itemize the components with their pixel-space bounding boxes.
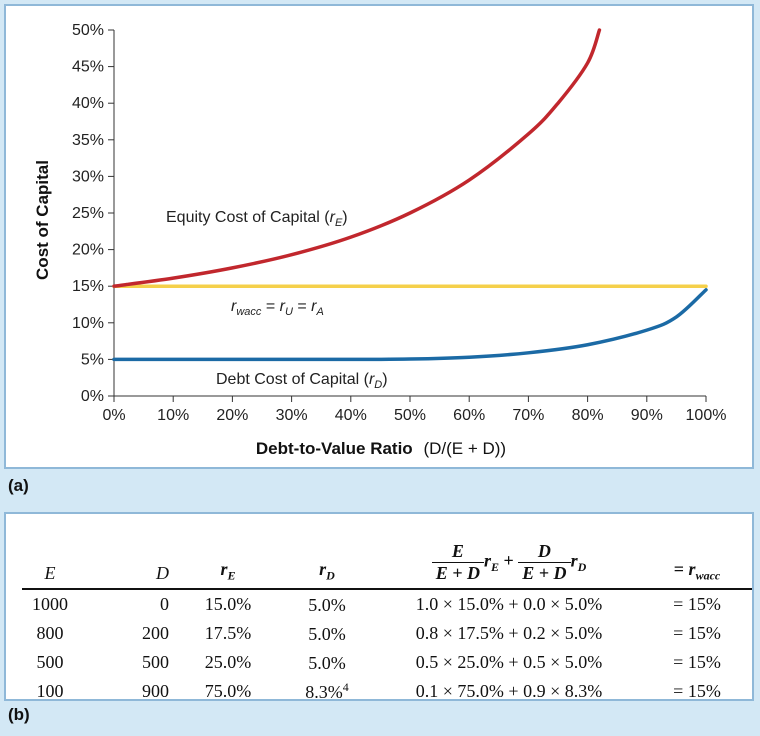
cell-re: 75.0% [204,681,252,701]
debt-annotation: Debt Cost of Capital $(r_D)$ [216,371,388,391]
cell-e: 500 [36,652,64,672]
header-wacc: = $r_{wacc}$ [673,559,721,583]
cell-d: 900 [142,681,169,701]
panel-label-a: (a) [8,476,29,495]
cell-re: 15.0% [204,594,252,614]
x-tick-label: 60% [453,407,486,424]
cell-wacc: = 15% [673,681,721,701]
header-rd: $r_D$ [319,559,335,583]
x-tick-label: 30% [275,407,308,424]
cell-calc: 0.8 × 17.5% + 0.2 × 5.0% [415,623,603,643]
x-tick-label: 20% [216,407,249,424]
debt-cost-line [114,290,706,360]
x-tick-label: 40% [334,407,367,424]
y-tick-label: 10% [71,314,104,332]
table-panel-b [4,512,754,701]
x-tick-label: 50% [393,407,427,424]
x-tick-label: 70% [512,407,545,424]
header-d: D [156,563,169,583]
y-tick-label: 15% [71,278,104,296]
wacc-annotation: $r_{wacc} = r_U = r_A$ [231,298,324,318]
cell-d: 200 [142,623,169,643]
cell-rd: 5.0% [308,653,346,673]
header-re: $r_E$ [220,559,236,583]
table-row [22,619,752,648]
cell-rd: 8.3%$^4$ [305,680,349,702]
equity-annotation: Equity Cost of Capital $(r_E)$ [166,209,348,229]
y-tick-label: 0% [80,388,104,405]
cell-e: 100 [36,681,64,701]
wacc-table [22,520,752,706]
cost-of-capital-chart [6,6,752,467]
y-tick-label: 40% [71,95,104,113]
y-tick-label: 5% [80,351,104,369]
cell-wacc: = 15% [673,652,721,672]
fraction-d: $\frac{D}{E + D}$ [518,541,570,584]
cell-e: 800 [36,623,64,643]
cell-wacc: = 15% [673,623,721,643]
fraction-e: $\frac{E}{E + D}$ [432,541,484,584]
x-tick-label: 80% [571,407,604,424]
series-lines [114,30,706,359]
x-tick-label: 90% [630,407,663,424]
table-header-row [22,520,752,589]
cell-rd: 5.0% [308,624,346,644]
cell-re: 17.5% [204,623,252,643]
equity-cost-line [114,30,599,286]
x-axis-label: Debt-to-Value Ratio (D/(E + D)) [255,439,507,458]
y-tick-label: 30% [71,168,104,186]
cell-d: 500 [142,652,169,672]
y-axis-label: Cost of Capital [33,160,52,280]
cell-rd: 5.0% [308,595,346,615]
y-tick-label: 25% [71,205,104,222]
y-tick-label: 35% [71,131,104,149]
table-row [22,589,752,619]
y-tick-label: 50% [71,22,104,39]
y-tick-label: 45% [71,58,104,76]
header-e: E [44,563,56,583]
panel-label-b: (b) [8,705,30,724]
x-tick-label: 0% [102,407,126,424]
cell-calc: 1.0 × 15.0% + 0.0 × 5.0% [415,594,603,614]
cell-calc: 0.1 × 75.0% + 0.9 × 8.3% [415,681,603,701]
cell-re: 25.0% [204,652,252,672]
cell-e: 1000 [32,594,68,614]
table-row [22,648,752,677]
y-tick-label: 20% [71,241,104,259]
x-tick-label: 10% [157,407,190,424]
cell-calc: 0.5 × 25.0% + 0.5 × 5.0% [415,652,603,672]
chart-panel-a [4,4,754,469]
table-row [22,677,752,706]
cell-wacc: = 15% [673,594,721,614]
header-formula: $\frac{E}{E + D}$ $r_E$ + $\frac{D}{E + D}$ $r_D$ [376,520,642,589]
x-tick-label: 100% [685,407,727,424]
cell-d: 0 [160,594,169,614]
